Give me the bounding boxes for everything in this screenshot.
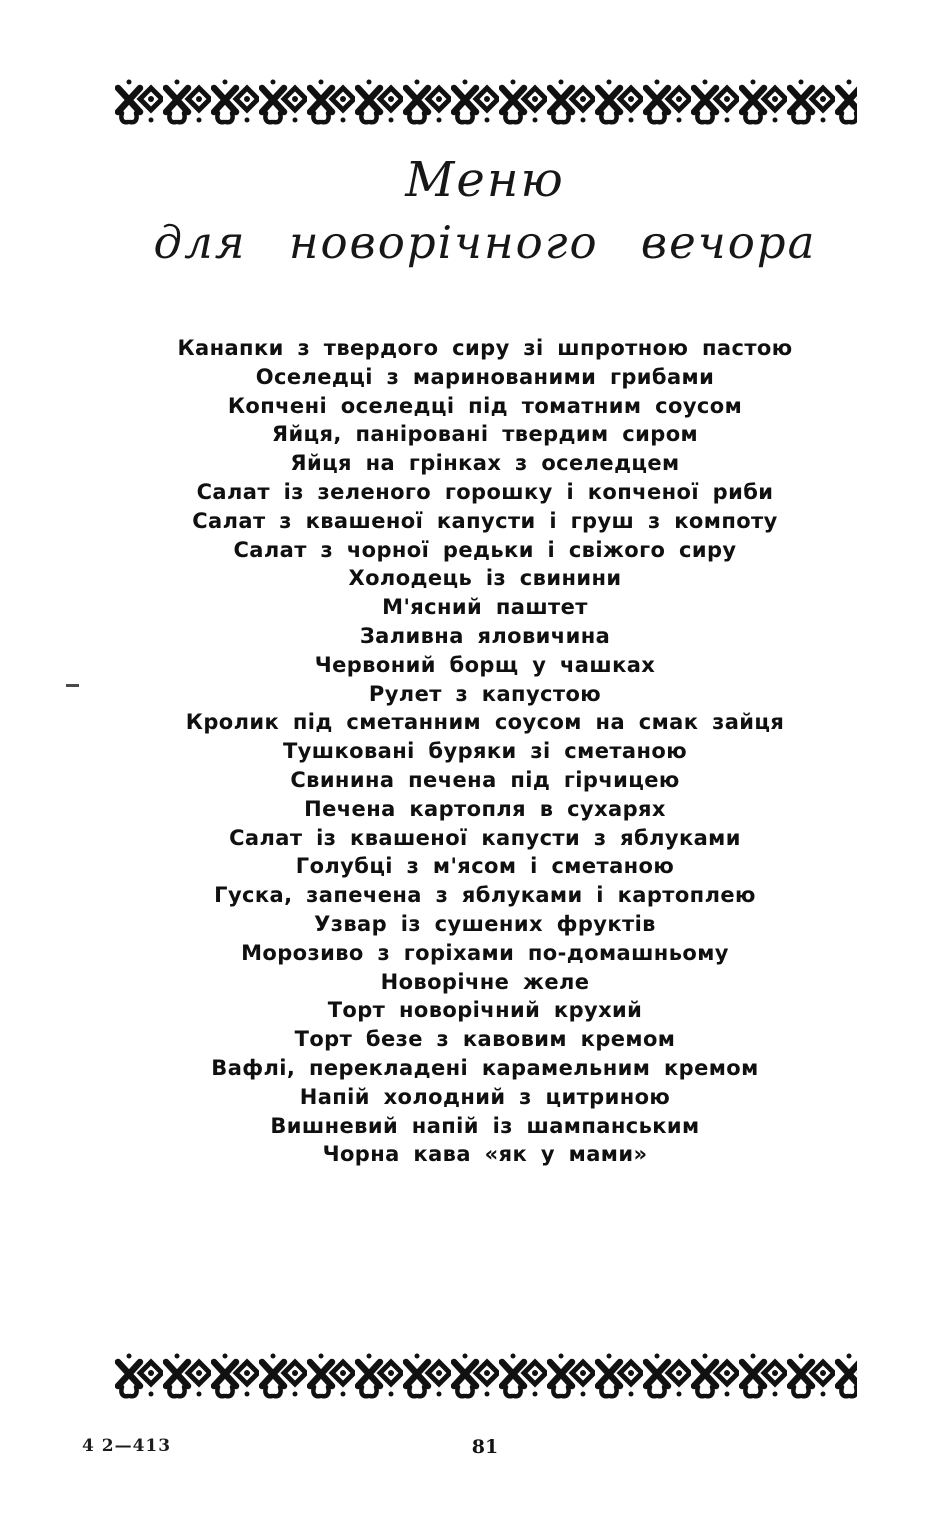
menu-item: Салат з квашеної капусти і груш з компоту [192, 508, 778, 533]
menu-item: Кролик під сметанним соусом на смак зайця [185, 710, 785, 735]
menu-item: Холодець із свинини [348, 566, 622, 591]
menu-item: Свинина печена під гірчицею [290, 767, 680, 792]
menu-item: Гуска, запечена з яблуками і картоплею [214, 883, 756, 908]
folk-embroidery-border-top-icon [115, 76, 857, 132]
menu-item: Голубці з м'ясом і сметаною [295, 854, 675, 879]
menu-item: Узвар із сушених фруктів [314, 911, 656, 936]
menu-item: Морозиво з горіхами по-домашньому [241, 940, 729, 965]
menu-item: Тушковані буряки зі сметаною [282, 739, 688, 764]
page-number: 81 [471, 1436, 499, 1458]
menu-item: Торт безе з кавовим кремом [294, 1027, 676, 1052]
menu-item: Канапки з твердого сиру зі шпротною пастою [177, 336, 793, 360]
menu-item: Червоний борщ у чашках [314, 652, 656, 677]
menu-item: Салат із зеленого горошку і копченої риби [196, 479, 774, 504]
menu-item: Новорічне желе [380, 969, 590, 994]
menu-item: Заливна яловичина [359, 623, 611, 648]
menu-item: Салат із квашеної капусти з яблуками [229, 825, 741, 850]
menu-list [31, 334, 939, 1169]
menu-item: Напій холодний з цитриною [299, 1084, 671, 1109]
menu-item: Яйця, паніровані твердим сиром [271, 422, 699, 447]
scan-artifact-dash [66, 684, 79, 687]
menu-item: Копчені оселедці під томатним соусом [227, 393, 743, 418]
page-footer [31, 1436, 939, 1466]
menu-item: Торт новорічний крухий [327, 998, 643, 1023]
menu-item: Оселедці з маринованими грибами [255, 364, 715, 389]
menu-item: М'ясний паштет [382, 595, 588, 620]
menu-item: Печена картопля в сухарях [304, 796, 666, 821]
menu-subtitle: для новорічного вечора [153, 216, 817, 269]
page-content [31, 0, 939, 1539]
menu-item: Салат з чорної редьки і свіжого сиру [233, 537, 737, 562]
menu-title: Меню [405, 152, 565, 208]
print-signature: 4 2—413 [82, 1436, 172, 1456]
folk-embroidery-border-bottom-icon [115, 1350, 857, 1406]
menu-item: Рулет з капустою [368, 681, 602, 706]
menu-item: Чорна кава «як у мами» [322, 1142, 648, 1167]
menu-item: Яйця на грінках з оселедцем [290, 451, 680, 476]
menu-item: Вишневий напій із шампанським [270, 1113, 700, 1138]
menu-item: Вафлі, перекладені карамельним кремом [211, 1055, 759, 1080]
